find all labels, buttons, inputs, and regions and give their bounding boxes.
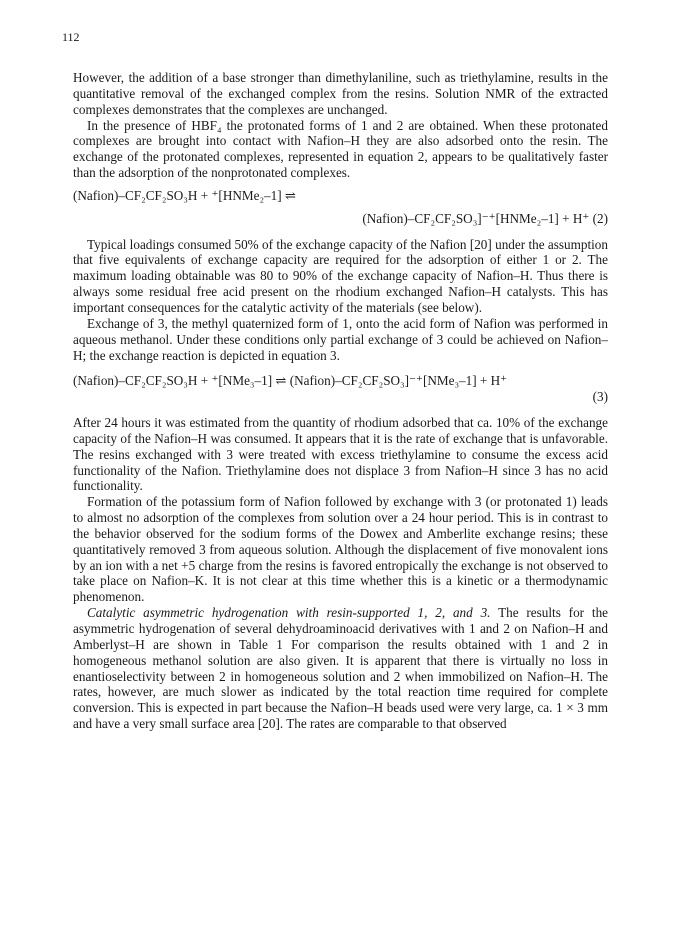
equation-3-line-1: (Nafion)–CF₂CF₂SO₃H + ⁺[NMe₃–1] ⇌ (Nafion)–CF₂CF₂SO₃]⁻⁺[NMe₃–1] + H⁺ bbox=[73, 373, 508, 389]
paragraph-5: After 24 hours it was estimated from the quantity of rhodium adsorbed that ca. 10% of the exchange capacity of the Nafion–H was consumed. It appears that it is the rate of exchange that is unfavorable. The resins exchanged with 3 were treated with excess triethylamine to consume the excess acid functionality of the Nafion. Triethylamine does not displace 3 from Nafion–H since 3 has no acid functionality. bbox=[73, 415, 608, 494]
paragraph-1: However, the addition of a base stronger than dimethylaniline, such as triethylamine, results in the quantitative removal of the exchanged complex from the resins. Solution NMR of the extracted complexes demonstrates that the complexes are unchanged. bbox=[73, 70, 608, 117]
equation-2-line-2: (Nafion)–CF₂CF₂SO₃]⁻⁺[HNMe₂–1] + H⁺ (2) bbox=[362, 210, 608, 226]
section-run-in-heading: Catalytic asymmetric hydrogenation with resin-supported 1, 2, and 3. bbox=[87, 605, 491, 621]
paragraph-4: Exchange of 3, the methyl quaternized form of 1, onto the acid form of Nafion was performed in aqueous methanol. Under these conditions only partial exchange of 3 could be achieved on Nafion–H; the exchange reaction is depicted in equation 3. bbox=[73, 315, 608, 363]
equation-3-number: (3) bbox=[592, 389, 608, 405]
paragraph-7 bbox=[73, 605, 608, 732]
paragraph-2: In the presence of HBF₄ the protonated forms of 1 and 2 are obtained. When these protonated complexes are brought into contact with Nafion–H they are also adsorbed onto the resin. The exchange of the protonated complexes, represented in equation 2, appears to be qualitatively faster than the adsorption of the nonprotonated complexes. bbox=[73, 117, 608, 181]
text-column bbox=[73, 70, 608, 732]
page-number: 112 bbox=[62, 30, 80, 44]
paragraph-3: Typical loadings consumed 50% of the exchange capacity of the Nafion [20] under the assumption that five equivalents of exchange capacity are required for the adsorption of either 1 or 2. The maximum loading obtainable was 80 to 90% of the exchange capacity of Nafion–H. Thus there is always some residual free acid present on the rhodium exchanged Nafion–H catalysts. This has important consequences for the catalytic activity of the materials (see below). bbox=[73, 236, 608, 315]
paragraph-6: Formation of the potassium form of Nafion followed by exchange with 3 (or protonated 1) leads to almost no adsorption of the complexes from solution over a 24 hour period. This is in contrast to the behavior observed for the sodium forms of the Dowex and Amberlite exchange resins; these quantitatively removed 3 from aqueous solution. Although the displacement of five monovalent ions by an ion with a net +5 charge from the resins is favored entropically the exchange is not observed to take place on Nafion–K. It is not clear at this time whether this is a kinetic or a thermodynamic phenomenon. bbox=[73, 494, 608, 605]
equation-2-line-1: (Nafion)–CF₂CF₂SO₃H + ⁺[HNMe₂–1] ⇌ bbox=[73, 187, 296, 203]
paragraph-7-body: The results for the asymmetric hydrogenation of several dehydroaminoacid derivatives with 1 and 2 on Nafion–H and Amberlyst–H are shown in Table 1 For comparison the results obtained with 1 and 2 in homogeneous methanol solution are also given. It is apparent that there is virtually no loss in enantioselectivity between 2 in homogeneous solution and 2 when immobilized on Nafion–H. The rates, however, are much slower as indicated by the total reaction time required for complete conversion. This is expected in part because the Nafion–H beads used were very large, ca. 1 × 3 mm and have a very small surface area [20]. The rates are comparable to that observed bbox=[73, 605, 609, 732]
